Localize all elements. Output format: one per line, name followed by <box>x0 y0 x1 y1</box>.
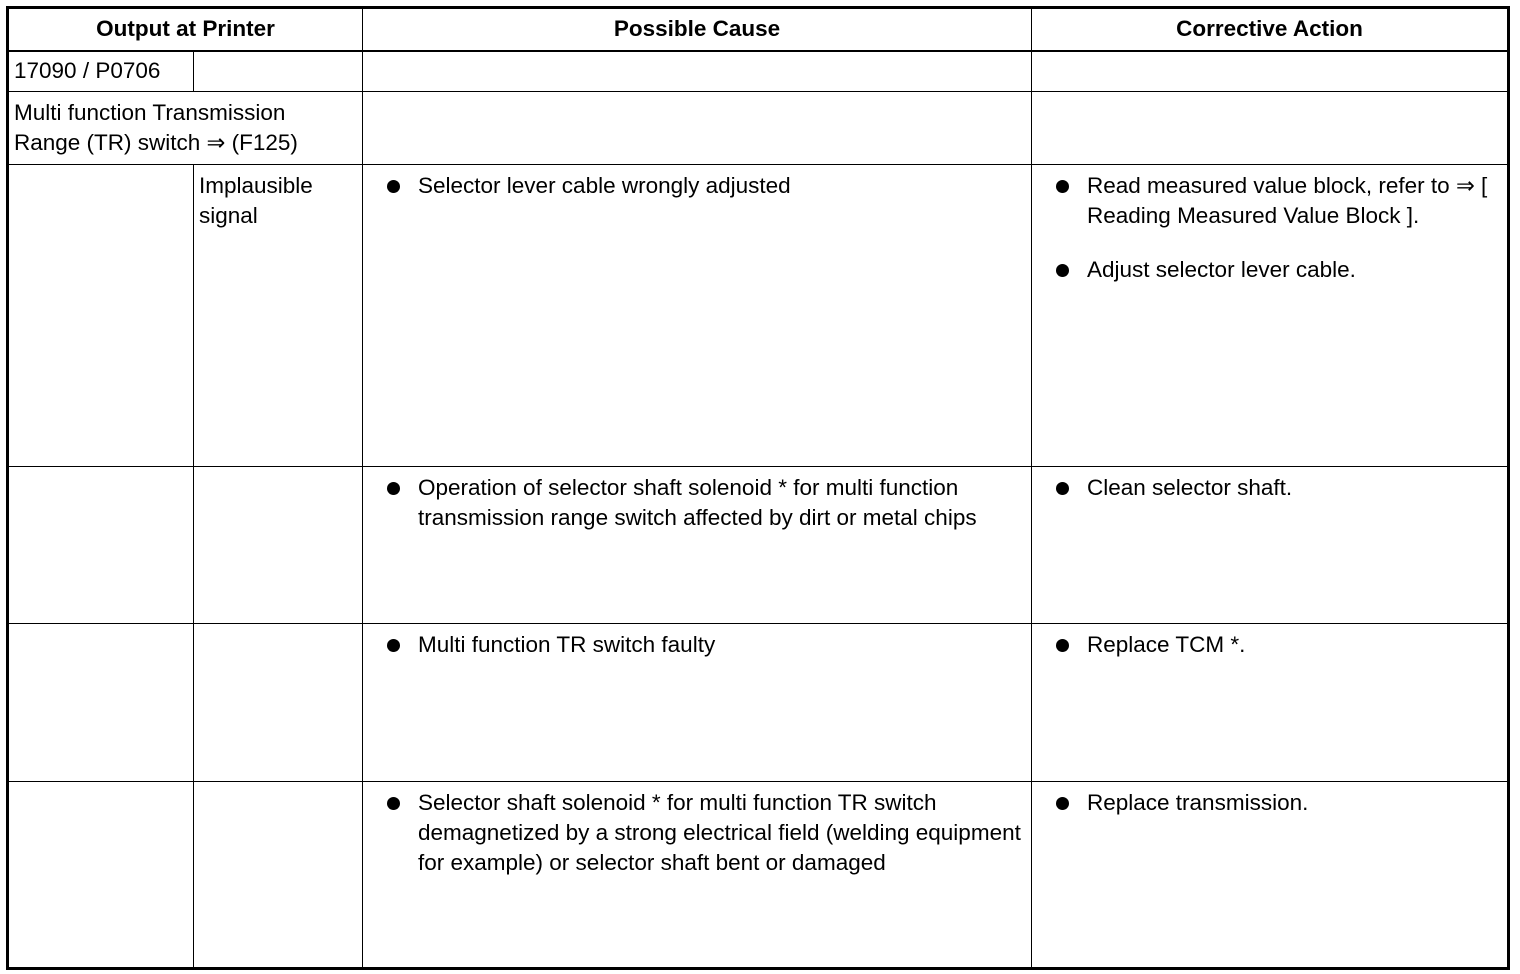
header-output-at-printer: Output at Printer <box>8 8 363 51</box>
symptom-cell <box>194 782 363 969</box>
cause-item <box>387 788 1025 878</box>
symptom-text <box>194 467 362 473</box>
action-item <box>1056 171 1501 231</box>
symptom-cell <box>194 165 363 467</box>
fault-code-cell <box>8 51 194 92</box>
diagnostic-table <box>6 6 1510 970</box>
action-list <box>1032 782 1507 818</box>
fault-row <box>8 782 1509 969</box>
action-list <box>1032 165 1507 285</box>
action-text: Adjust selector lever cable. <box>1087 257 1356 282</box>
cause-list <box>363 624 1031 660</box>
cause-text: Selector lever cable wrongly adjusted <box>418 173 791 198</box>
symptom-cell <box>194 624 363 782</box>
empty-cell <box>194 51 363 92</box>
empty-cell <box>363 51 1032 92</box>
component-name: Multi function Transmission Range (TR) switch ⇒ (F125) <box>14 100 298 155</box>
cause-text: Operation of selector shaft solenoid * for multi function transmission range switch affected by dirt or metal chips <box>418 475 977 530</box>
action-cell <box>1032 782 1509 969</box>
bullet-icon <box>387 482 400 495</box>
cause-text: Selector shaft solenoid * for multi function TR switch demagnetized by a strong electrical field (welding equipment for example) or selector shaft bent or damaged <box>418 790 1021 875</box>
cause-cell <box>363 782 1032 969</box>
bullet-icon <box>1056 180 1069 193</box>
cause-cell <box>363 624 1032 782</box>
bullet-icon <box>1056 264 1069 277</box>
empty-cell <box>1032 92 1509 165</box>
symptom-text <box>194 782 362 788</box>
component-row <box>8 92 1509 165</box>
cause-item <box>387 473 1025 533</box>
action-text: Clean selector shaft. <box>1087 475 1293 500</box>
symptom-cell <box>194 467 363 624</box>
fault-row <box>8 165 1509 467</box>
fault-code: 17090 / P0706 <box>14 57 161 83</box>
action-cell <box>1032 467 1509 624</box>
header-row <box>8 8 1509 51</box>
symptom-text: Implausible signal <box>199 173 313 228</box>
cause-cell <box>363 467 1032 624</box>
symptom-text <box>194 624 362 630</box>
header-possible-cause: Possible Cause <box>363 8 1032 51</box>
bullet-icon <box>387 180 400 193</box>
empty-cell <box>8 165 194 467</box>
action-list <box>1032 624 1507 660</box>
action-text: Read measured value block, refer to ⇒ [ Reading Measured Value Block ]. <box>1087 173 1488 228</box>
bullet-icon <box>1056 639 1069 652</box>
bullet-icon <box>1056 797 1069 810</box>
component-cell <box>8 92 363 165</box>
action-list <box>1032 467 1507 503</box>
bullet-icon <box>387 797 400 810</box>
empty-cell <box>8 624 194 782</box>
cause-list <box>363 782 1031 878</box>
cause-text: Multi function TR switch faulty <box>418 632 716 657</box>
action-cell <box>1032 624 1509 782</box>
fault-row <box>8 624 1509 782</box>
action-item <box>1056 630 1501 660</box>
action-item <box>1056 788 1501 818</box>
cause-list <box>363 467 1031 533</box>
action-text: Replace TCM *. <box>1087 632 1246 657</box>
bullet-icon <box>1056 482 1069 495</box>
empty-cell <box>8 782 194 969</box>
action-item <box>1056 473 1501 503</box>
cause-item <box>387 630 1025 660</box>
empty-cell <box>363 92 1032 165</box>
empty-cell <box>1032 51 1509 92</box>
fault-code-row <box>8 51 1509 92</box>
bullet-icon <box>387 639 400 652</box>
action-item <box>1056 255 1501 285</box>
action-text: Replace transmission. <box>1087 790 1309 815</box>
cause-cell <box>363 165 1032 467</box>
cause-list <box>363 165 1031 201</box>
empty-cell <box>8 467 194 624</box>
fault-row <box>8 467 1509 624</box>
cause-item <box>387 171 1025 201</box>
header-corrective-action: Corrective Action <box>1032 8 1509 51</box>
action-cell <box>1032 165 1509 467</box>
